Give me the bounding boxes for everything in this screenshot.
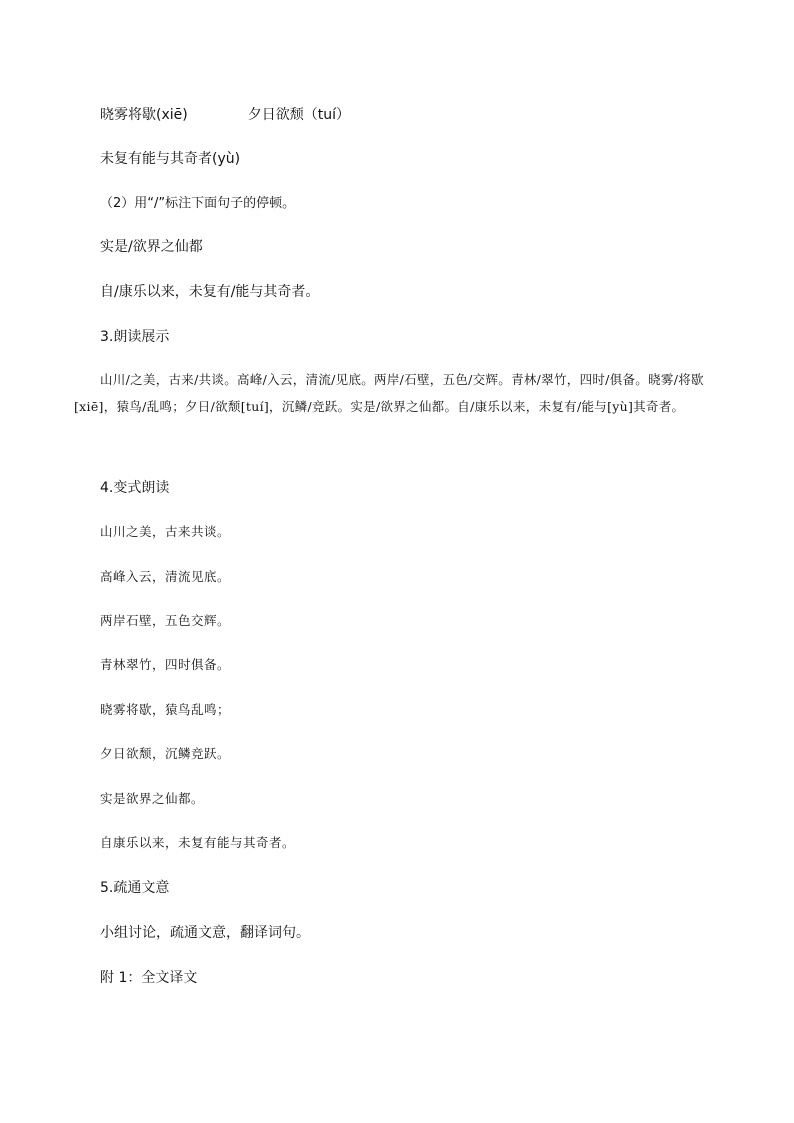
section-heading-meaning: 5.疏通文意 — [100, 880, 170, 896]
pronunciation-xie: 晓雾将歇(xiē) — [100, 107, 188, 123]
pronunciation-tui: 夕日欲颓（tuí） — [247, 107, 350, 123]
appendix-heading: 附 1：全文译文 — [100, 970, 198, 986]
variant-line-4: 青林翠竹，四时俱备。 — [100, 657, 231, 672]
pause-instruction: （2）用“/”标注下面句子的停顿。 — [100, 196, 296, 211]
pause-sentence-2: 自/康乐以来，未复有/能与其奇者。 — [100, 284, 320, 300]
discussion-instruction: 小组讨论，疏通文意，翻译词句。 — [100, 925, 310, 941]
variant-line-8: 自康乐以来，未复有能与其奇者。 — [100, 835, 296, 850]
variant-line-5: 晓雾将歇，猿鸟乱鸣； — [100, 702, 231, 717]
variant-line-6: 夕日欲颓，沉鳞竞跃。 — [100, 746, 231, 761]
section-heading-reading: 3.朗读展示 — [100, 329, 170, 345]
variant-line-7: 实是欲界之仙都。 — [100, 791, 205, 806]
section-heading-variant-reading: 4.变式朗读 — [100, 480, 170, 496]
pause-sentence-1: 实是/欲界之仙都 — [100, 239, 203, 255]
reading-paragraph: 山川/之美，古来/共谈。高峰/入云，清流/见底。两岸/石壁，五色/交辉。青林/翠竹，四时/俱备。晓雾/将歇[xiē]，猿鸟/乱鸣；夕日/欲颓[tuí]，沉鳞/竞跃。实是/欲界之仙都。自/康乐以来，未复有/能与[yù]其奇者。 — [74, 372, 704, 414]
pronunciation-line-1 — [100, 104, 350, 124]
variant-line-1: 山川之美，古来共谈。 — [100, 524, 231, 539]
variant-line-3: 两岸石壁，五色交辉。 — [100, 613, 231, 628]
variant-line-2: 高峰入云，清流见底。 — [100, 569, 231, 584]
pronunciation-line-2: 未复有能与其奇者(yù) — [100, 151, 241, 167]
